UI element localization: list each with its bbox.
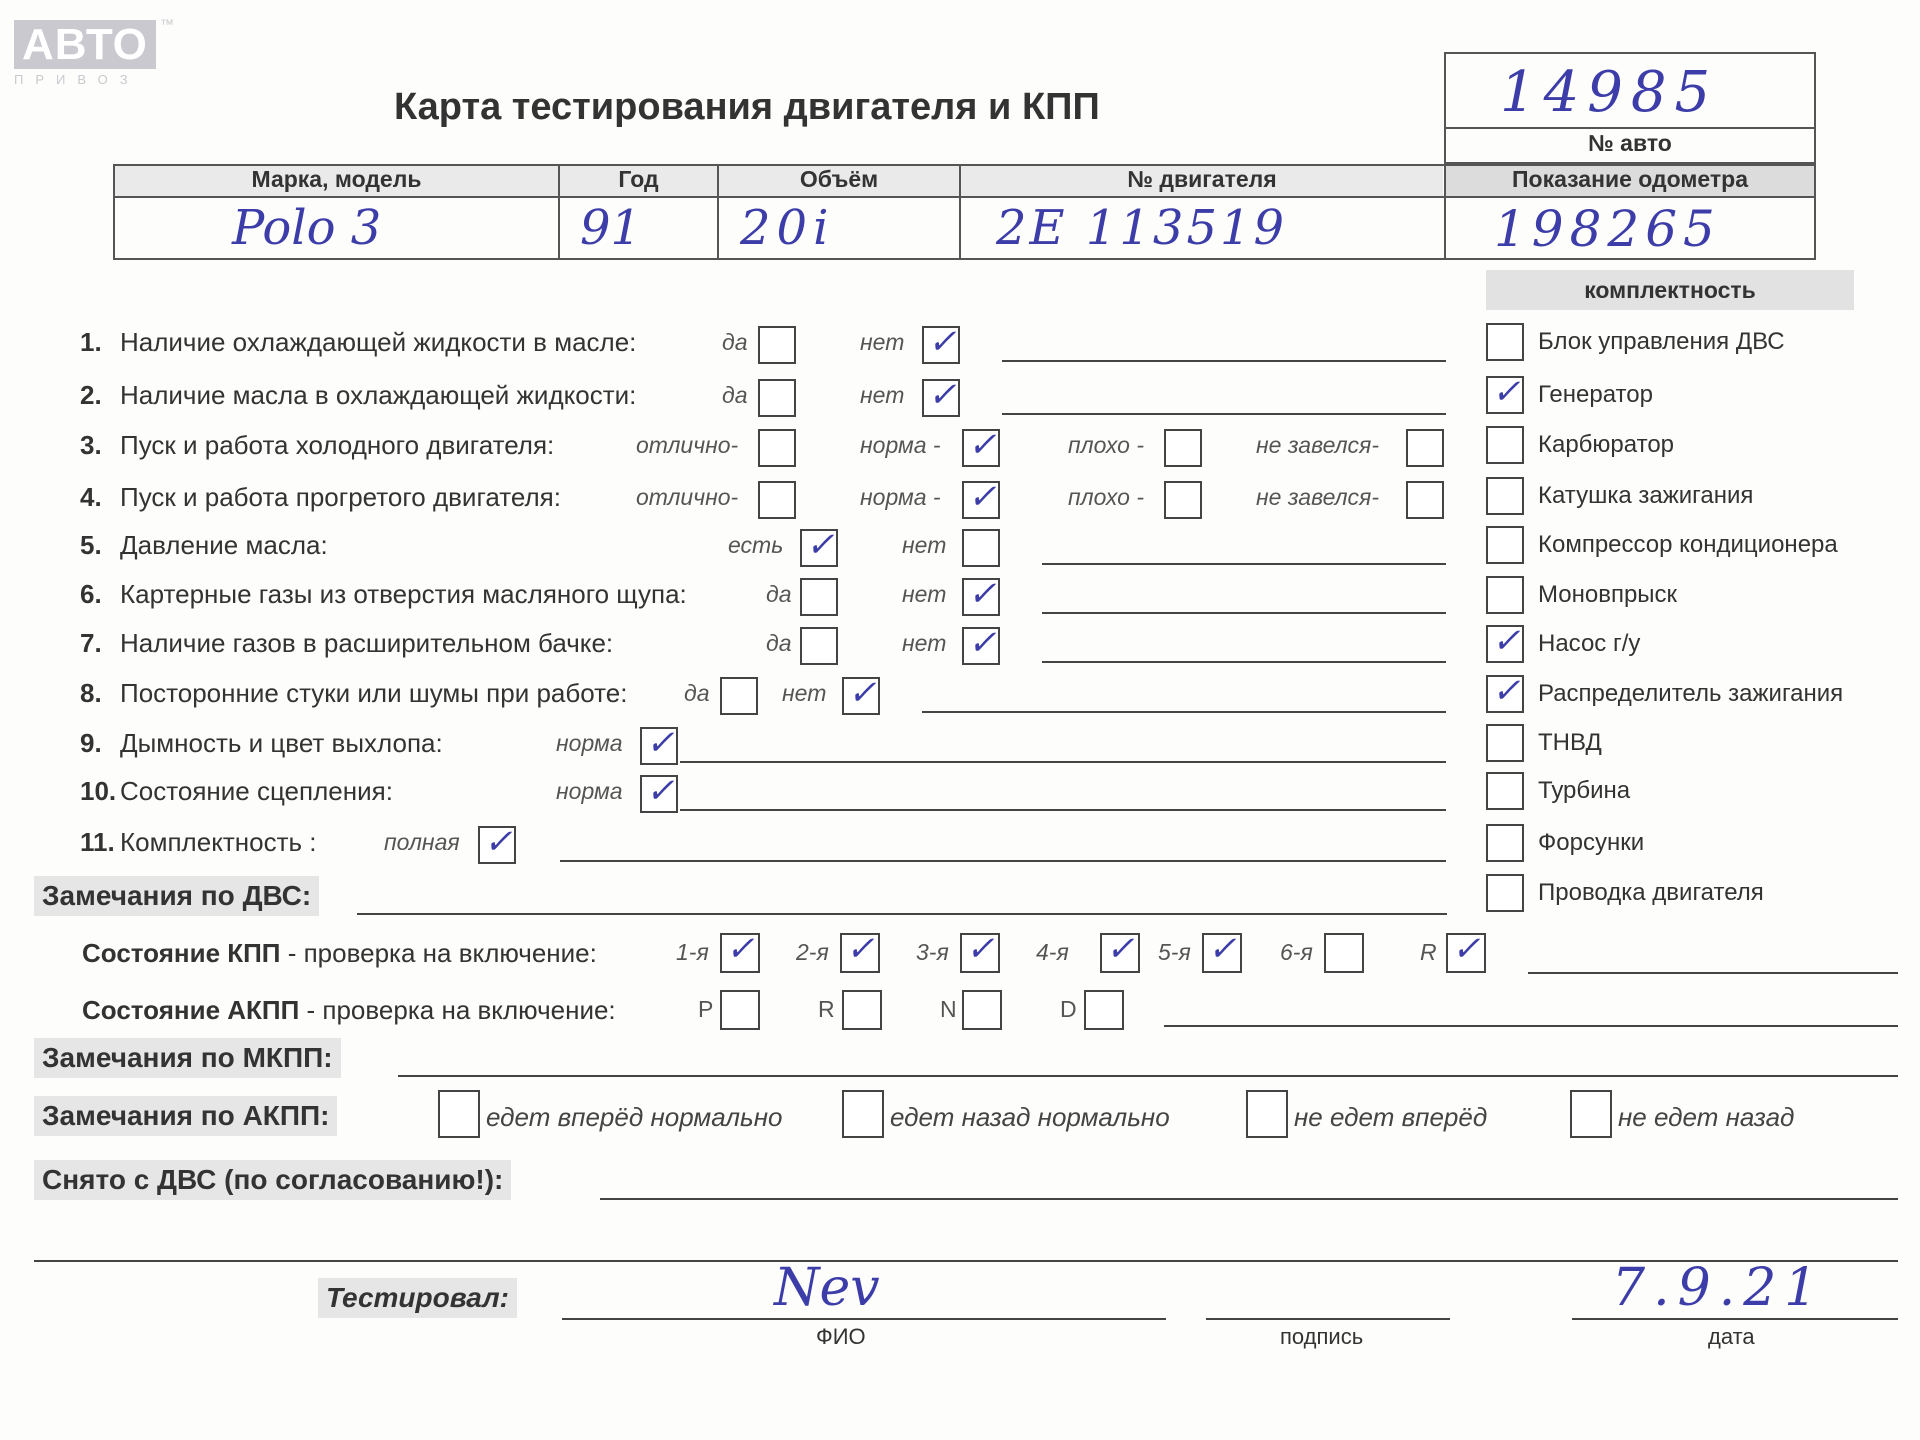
question-2	[80, 380, 636, 411]
divider	[1444, 127, 1816, 129]
divider	[558, 164, 560, 260]
option-checkbox[interactable]	[758, 481, 796, 519]
check-mark-icon: ✓	[484, 822, 513, 862]
option-label: есть	[728, 532, 784, 558]
option-checkbox[interactable]	[758, 429, 796, 467]
auto-number-label: № авто	[1588, 130, 1672, 156]
odometer-value: 198265	[1494, 200, 1721, 258]
check-mark-icon: ✓	[968, 574, 997, 614]
question-number: 11.	[80, 827, 115, 857]
signature-caption: подпись	[1280, 1324, 1364, 1349]
option-checkbox[interactable]	[758, 379, 796, 417]
gear-label: R	[1420, 939, 1437, 965]
fio-value: Nev	[774, 1258, 880, 1318]
kit-checkbox[interactable]	[1486, 576, 1524, 614]
kit-checkbox[interactable]	[1486, 526, 1524, 564]
option-label: да	[766, 581, 792, 607]
divider	[113, 196, 1816, 198]
signature-line[interactable]	[1206, 1318, 1450, 1320]
option-checkbox[interactable]	[800, 627, 838, 665]
option-label: да	[722, 329, 748, 355]
check-mark-icon: ✓	[928, 322, 957, 362]
question-text: Комплектность :	[120, 827, 317, 857]
removed-line[interactable]	[600, 1198, 1898, 1200]
check-mark-icon: ✓	[1492, 671, 1521, 711]
option-label: норма -	[860, 484, 941, 510]
question-8	[80, 678, 627, 709]
gear-label: 5-я	[1158, 939, 1191, 965]
check-mark-icon: ✓	[966, 929, 995, 969]
akpp-remark-checkbox[interactable]	[438, 1090, 480, 1138]
check-mark-icon: ✓	[1492, 621, 1521, 661]
kit-checkbox[interactable]	[1486, 621, 1524, 663]
option-label: нет	[860, 382, 905, 408]
col-odometer-header: Показание одометра	[1446, 166, 1814, 196]
option-checkbox[interactable]	[962, 574, 1000, 616]
remarks-mkpp-line[interactable]	[398, 1075, 1898, 1077]
question-text: Картерные газы из отверстия масляного щупа:	[120, 579, 687, 609]
akpp-remark-label: не едет назад	[1618, 1102, 1795, 1132]
kit-item-label: Компрессор кондиционера	[1538, 531, 1838, 558]
option-label: норма	[556, 730, 623, 756]
option-label: нет	[902, 630, 947, 656]
tested-label: Тестировал:	[318, 1278, 517, 1318]
col-volume-header: Объём	[719, 166, 959, 196]
col-make-header: Марка, модель	[115, 166, 558, 196]
question-number: 8.	[80, 678, 102, 708]
gear-label: 1-я	[676, 939, 709, 965]
check-mark-icon: ✓	[968, 623, 997, 663]
kpp-label: Состояние КПП - проверка на включение:	[82, 938, 597, 968]
logo-main: АВТО	[14, 20, 156, 69]
option-label: не завелся-	[1256, 484, 1380, 510]
option-checkbox[interactable]	[962, 477, 1000, 519]
check-mark-icon: ✓	[968, 477, 997, 517]
gear-checkbox[interactable]	[840, 929, 880, 973]
check-mark-icon: ✓	[806, 525, 835, 565]
divider	[1444, 164, 1446, 260]
remarks-akpp-label: Замечания по АКПП:	[34, 1096, 337, 1136]
kit-item-label: Насос г/у	[1538, 630, 1641, 657]
year-value: 91	[580, 200, 642, 256]
option-label: да	[766, 630, 792, 656]
option-label: норма -	[860, 432, 941, 458]
question-text: Дымность и цвет выхлопа:	[120, 728, 443, 758]
question-4	[80, 482, 561, 513]
question-text: Давление масла:	[120, 530, 328, 560]
option-label: плохо -	[1068, 484, 1144, 510]
option-label: нет	[782, 680, 827, 706]
check-mark-icon: ✓	[1452, 929, 1481, 969]
engine-value: 2E 113519	[996, 200, 1288, 256]
question-text: Наличие газов в расширительном бачке:	[120, 628, 614, 658]
kit-checkbox[interactable]	[1486, 323, 1524, 361]
check-mark-icon: ✓	[928, 375, 957, 415]
question-text: Посторонние стуки или шумы при работе:	[120, 678, 628, 708]
question-11	[80, 827, 317, 858]
kit-item-label: Распределитель зажигания	[1538, 680, 1844, 707]
question-number: 4.	[80, 482, 102, 512]
option-checkbox[interactable]	[962, 529, 1000, 567]
question-7	[80, 628, 613, 659]
akpp-remark-label: едет назад нормально	[890, 1102, 1170, 1132]
divider	[959, 164, 961, 260]
akpp-gear-checkbox[interactable]	[1084, 990, 1124, 1030]
volume-value: 20i	[740, 200, 835, 256]
gear-checkbox[interactable]	[1324, 933, 1364, 973]
question-3	[80, 430, 554, 461]
remarks-mkpp-label: Замечания по МКПП:	[34, 1038, 341, 1078]
option-label: отлично-	[636, 432, 739, 458]
akpp-remark-checkbox[interactable]	[842, 1090, 884, 1138]
question-6	[80, 579, 687, 610]
option-checkbox[interactable]	[1164, 481, 1202, 519]
answer-line[interactable]	[1002, 360, 1446, 362]
check-mark-icon: ✓	[646, 771, 675, 811]
auto-number-value: 14985	[1500, 60, 1719, 125]
page-title: Карта тестирования двигателя и КПП	[394, 86, 1100, 128]
question-1	[80, 327, 636, 358]
kit-item-label: Форсунки	[1538, 829, 1645, 856]
kit-checkbox[interactable]	[1486, 824, 1524, 862]
date-caption: дата	[1708, 1324, 1755, 1349]
answer-line[interactable]	[1042, 612, 1446, 614]
akpp-remark-label: едет вперёд нормально	[486, 1102, 783, 1132]
option-label: нет	[902, 532, 947, 558]
option-checkbox[interactable]	[922, 322, 960, 364]
kit-item-label: Турбина	[1538, 777, 1631, 804]
kit-checkbox[interactable]	[1486, 426, 1524, 464]
make-value: Polo 3	[232, 200, 382, 256]
date-value: 7.9.21	[1612, 1258, 1826, 1318]
kit-item-label: Катушка зажигания	[1538, 482, 1754, 509]
option-checkbox[interactable]	[1406, 481, 1444, 519]
gear-label: 4-я	[1036, 939, 1069, 965]
option-label: да	[722, 382, 748, 408]
fio-line[interactable]	[562, 1318, 1166, 1320]
remarks-engine-line[interactable]	[357, 913, 1447, 915]
gear-label: 6-я	[1280, 939, 1313, 965]
kit-checkbox[interactable]	[1486, 671, 1524, 713]
question-number: 6.	[80, 579, 102, 609]
kit-checkbox[interactable]	[1486, 477, 1524, 515]
akpp-gear-label: P	[698, 996, 714, 1022]
akpp-gear-label: N	[940, 996, 957, 1022]
option-label: не завелся-	[1256, 432, 1380, 458]
akpp-remark-label: не едет вперёд	[1294, 1102, 1488, 1132]
gear-checkbox[interactable]	[1446, 929, 1486, 973]
question-text: Пуск и работа холодного двигателя:	[120, 430, 555, 460]
option-label: отлично-	[636, 484, 739, 510]
option-label: нет	[902, 581, 947, 607]
akpp-gear-label: D	[1060, 996, 1077, 1022]
akpp-gear-label: R	[818, 996, 835, 1022]
option-label: да	[684, 680, 710, 706]
check-mark-icon: ✓	[1208, 929, 1237, 969]
kit-item-label: Карбюратор	[1538, 431, 1675, 458]
option-label: плохо -	[1068, 432, 1144, 458]
question-number: 9.	[80, 728, 102, 758]
akpp-remark-checkbox[interactable]	[1570, 1090, 1612, 1138]
question-text: Наличие масла в охлаждающей жидкости:	[120, 380, 637, 410]
check-mark-icon: ✓	[646, 723, 675, 763]
option-checkbox[interactable]	[800, 525, 838, 567]
fio-caption: ФИО	[816, 1324, 866, 1349]
akpp-gear-checkbox[interactable]	[720, 990, 760, 1030]
date-line[interactable]	[1572, 1318, 1898, 1320]
answer-line[interactable]	[1042, 563, 1446, 565]
kit-checkbox[interactable]	[1486, 372, 1524, 414]
akpp-remarks-line[interactable]	[1164, 1025, 1898, 1027]
question-number: 7.	[80, 628, 102, 658]
removed-label: Снято с ДВС (по согласованию!):	[34, 1160, 511, 1200]
check-mark-icon: ✓	[726, 929, 755, 969]
kit-checkbox[interactable]	[1486, 724, 1524, 762]
col-year-header: Год	[560, 166, 717, 196]
kit-checkbox[interactable]	[1486, 772, 1524, 810]
answer-line[interactable]	[560, 860, 1446, 862]
kit-item-label: ТНВД	[1538, 729, 1602, 756]
question-number: 2.	[80, 380, 102, 410]
question-text: Наличие охлаждающей жидкости в масле:	[120, 327, 637, 357]
akpp-remark-checkbox[interactable]	[1246, 1090, 1288, 1138]
akpp-gear-checkbox[interactable]	[842, 990, 882, 1030]
answer-line[interactable]	[1002, 413, 1446, 415]
akpp-gear-checkbox[interactable]	[962, 990, 1002, 1030]
kit-item-label: Блок управления ДВС	[1538, 328, 1785, 355]
question-number: 3.	[80, 430, 102, 460]
check-mark-icon: ✓	[968, 425, 997, 465]
question-number: 10.	[80, 776, 117, 806]
answer-line[interactable]	[1042, 661, 1446, 663]
option-checkbox[interactable]	[1406, 429, 1444, 467]
option-checkbox[interactable]	[1164, 429, 1202, 467]
brand-logo	[14, 16, 174, 87]
gear-checkbox[interactable]	[960, 929, 1000, 973]
akpp-label: Состояние АКПП - проверка на включение:	[82, 995, 616, 1025]
option-checkbox[interactable]	[962, 425, 1000, 467]
gear-checkbox[interactable]	[1202, 929, 1242, 973]
question-9	[80, 728, 443, 759]
option-checkbox[interactable]	[478, 822, 516, 864]
option-checkbox[interactable]	[922, 375, 960, 417]
answer-line[interactable]	[680, 761, 1446, 763]
check-mark-icon: ✓	[1492, 372, 1521, 412]
check-mark-icon: ✓	[1106, 929, 1135, 969]
gear-checkbox[interactable]	[720, 929, 760, 973]
question-text: Состояние сцепления:	[120, 776, 393, 806]
gear-label: 2-я	[796, 939, 829, 965]
option-checkbox[interactable]	[800, 578, 838, 616]
option-label: нет	[860, 329, 905, 355]
logo-sub: ПРИВОЗ	[14, 72, 140, 87]
option-checkbox[interactable]	[640, 771, 678, 813]
remarks-engine-label: Замечания по ДВС:	[34, 876, 319, 916]
option-checkbox[interactable]	[640, 723, 678, 765]
gear-label: 3-я	[916, 939, 949, 965]
kit-header: комплектность	[1486, 270, 1854, 310]
option-checkbox[interactable]	[758, 326, 796, 364]
kit-item-label: Моновпрыск	[1538, 581, 1678, 608]
question-number: 5.	[80, 530, 102, 560]
answer-line[interactable]	[922, 711, 1446, 713]
kit-item-label: Генератор	[1538, 381, 1653, 408]
question-10	[80, 776, 393, 807]
question-5	[80, 530, 328, 561]
kpp-remarks-line[interactable]	[1528, 972, 1898, 974]
kit-item-label: Проводка двигателя	[1538, 879, 1764, 906]
col-engine-header: № двигателя	[961, 166, 1443, 196]
kit-checkbox[interactable]	[1486, 874, 1524, 912]
answer-line[interactable]	[680, 809, 1446, 811]
check-mark-icon: ✓	[846, 929, 875, 969]
logo-tm: ™	[159, 16, 174, 32]
option-label: норма	[556, 778, 623, 804]
option-checkbox[interactable]	[720, 677, 758, 715]
question-text: Пуск и работа прогретого двигателя:	[120, 482, 561, 512]
question-number: 1.	[80, 327, 102, 357]
divider	[717, 164, 719, 260]
option-checkbox[interactable]	[842, 673, 880, 715]
option-checkbox[interactable]	[962, 623, 1000, 665]
option-label: полная	[384, 829, 460, 855]
gear-checkbox[interactable]	[1100, 929, 1140, 973]
check-mark-icon: ✓	[848, 673, 877, 713]
